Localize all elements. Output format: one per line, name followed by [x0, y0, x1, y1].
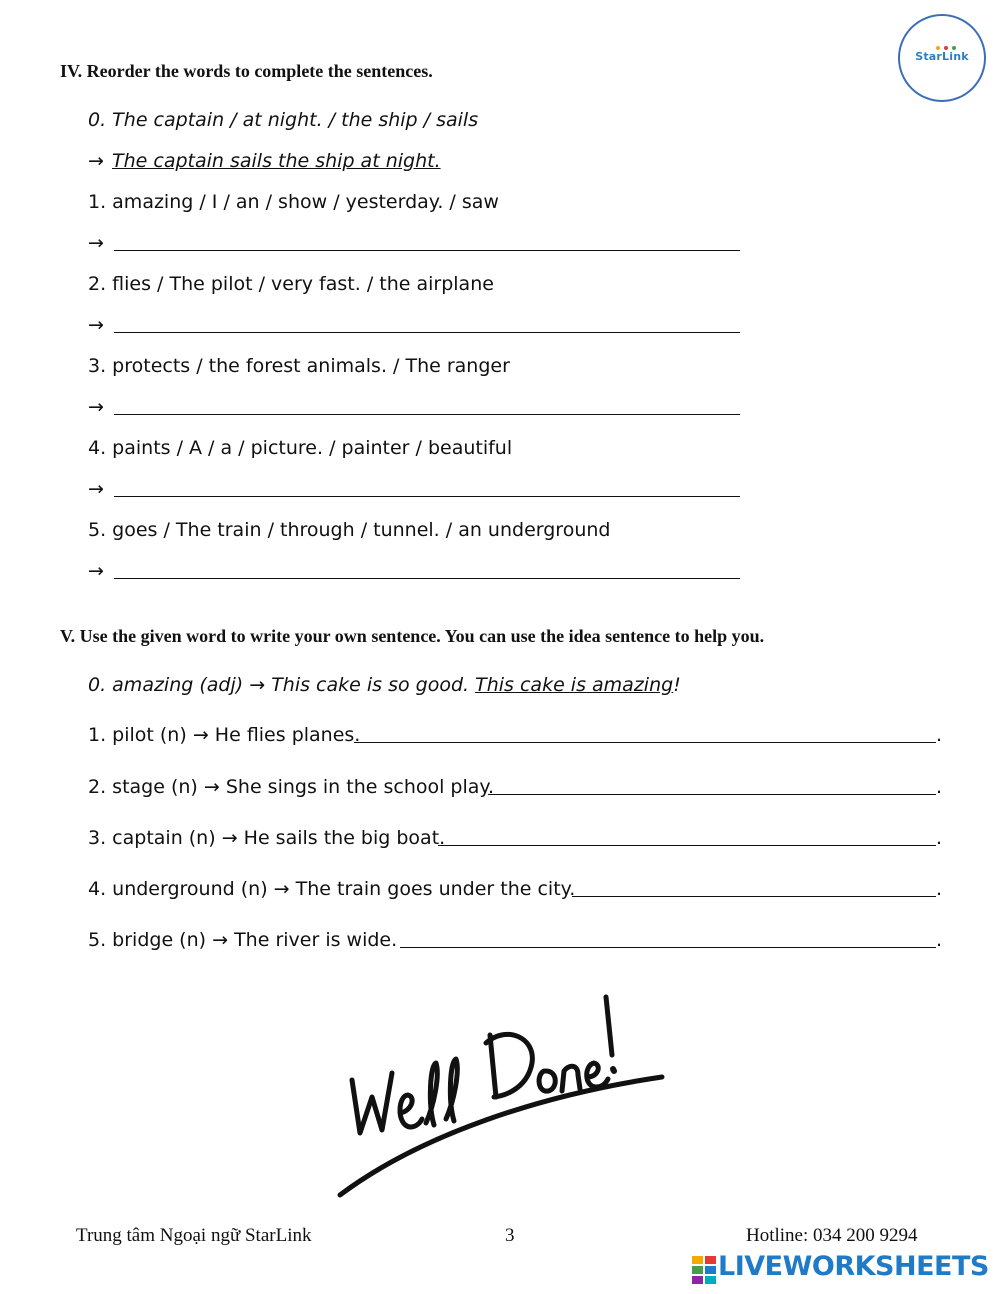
arrow-icon: → — [88, 560, 104, 582]
period: . — [936, 929, 943, 951]
period: . — [936, 776, 943, 798]
logo-text: StarLink — [915, 50, 969, 63]
reorder-prompt-2: 2. flies / The pilot / very fast. / the airplane — [88, 273, 494, 295]
arrow-icon: → — [88, 314, 104, 336]
given-word: 5. bridge (n) — [88, 929, 207, 951]
idea-sentence: The train goes under the city. — [295, 878, 576, 900]
arrow-icon: → — [88, 232, 104, 254]
answer-blank-4[interactable] — [114, 496, 740, 497]
given-word: 4. underground (n) — [88, 878, 268, 900]
well-done-graphic — [330, 985, 680, 1205]
answer-blank-5[interactable] — [114, 578, 740, 579]
reorder-prompt-4: 4. paints / A / a / picture. / painter / beautiful — [88, 437, 513, 459]
answer-blank-1[interactable] — [114, 250, 740, 251]
example-answer: The captain sails the ship at night. — [112, 150, 441, 172]
arrow-icon: → — [203, 776, 220, 798]
example-answer: This cake is amazing — [475, 674, 674, 696]
reorder-prompt-5: 5. goes / The train / through / tunnel. / an underground — [88, 519, 611, 541]
sentence-row-3 — [88, 827, 445, 849]
liveworksheets-icon — [692, 1256, 716, 1284]
sentence-row-4 — [88, 878, 575, 900]
sentence-blank-4[interactable] — [572, 896, 936, 897]
reorder-prompt-3: 3. protects / the forest animals. / The ranger — [88, 355, 510, 377]
arrow-icon: → — [88, 478, 104, 500]
period: . — [936, 878, 943, 900]
arrow-icon: → — [212, 929, 229, 951]
sentence-blank-3[interactable] — [438, 845, 936, 846]
sentence-row-2 — [88, 776, 494, 798]
example-end: ! — [673, 674, 681, 696]
idea-sentence: He sails the big boat. — [243, 827, 446, 849]
period: . — [936, 724, 943, 746]
sentence-blank-1[interactable] — [354, 742, 936, 743]
footer-hotline: Hotline: 034 200 9294 — [746, 1225, 918, 1246]
answer-blank-3[interactable] — [114, 414, 740, 415]
arrow-icon: → — [88, 396, 104, 418]
given-word: 2. stage (n) — [88, 776, 198, 798]
reorder-prompt-1: 1. amazing / I / an / show / yesterday. / saw — [88, 191, 499, 213]
example-prompt: 0. The captain / at night. / the ship / sails — [88, 109, 479, 131]
sentence-blank-5[interactable] — [400, 947, 936, 948]
sentence-row-1 — [88, 724, 360, 746]
idea-sentence: The river is wide. — [234, 929, 398, 951]
example-sentence-row — [88, 674, 681, 696]
arrow-icon: → — [88, 150, 104, 172]
example-word: 0. amazing (adj) — [88, 674, 244, 696]
sentence-blank-2[interactable] — [488, 794, 936, 795]
example-answer-row — [88, 150, 441, 172]
section-5-heading: V. Use the given word to write your own sentence. You can use the idea sentence to help you. — [60, 626, 765, 646]
given-word: 1. pilot (n) — [88, 724, 187, 746]
footer-page-number: 3 — [505, 1225, 515, 1246]
given-word: 3. captain (n) — [88, 827, 216, 849]
starlink-logo — [898, 14, 986, 102]
idea-sentence: He flies planes. — [214, 724, 361, 746]
footer-center-name: Trung tâm Ngoại ngữ StarLink — [76, 1225, 312, 1246]
idea-sentence: She sings in the school play. — [225, 776, 494, 798]
answer-blank-2[interactable] — [114, 332, 740, 333]
arrow-icon: → — [192, 724, 209, 746]
sentence-row-5 — [88, 929, 397, 951]
example-idea: This cake is so good. — [271, 674, 470, 696]
period: . — [936, 827, 943, 849]
arrow-icon: → — [273, 878, 290, 900]
arrow-icon: → — [249, 674, 266, 696]
liveworksheets-brand: LIVEWORKSHEETS — [718, 1251, 989, 1282]
section-4-heading: IV. Reorder the words to complete the sentences. — [60, 61, 433, 81]
arrow-icon: → — [221, 827, 238, 849]
